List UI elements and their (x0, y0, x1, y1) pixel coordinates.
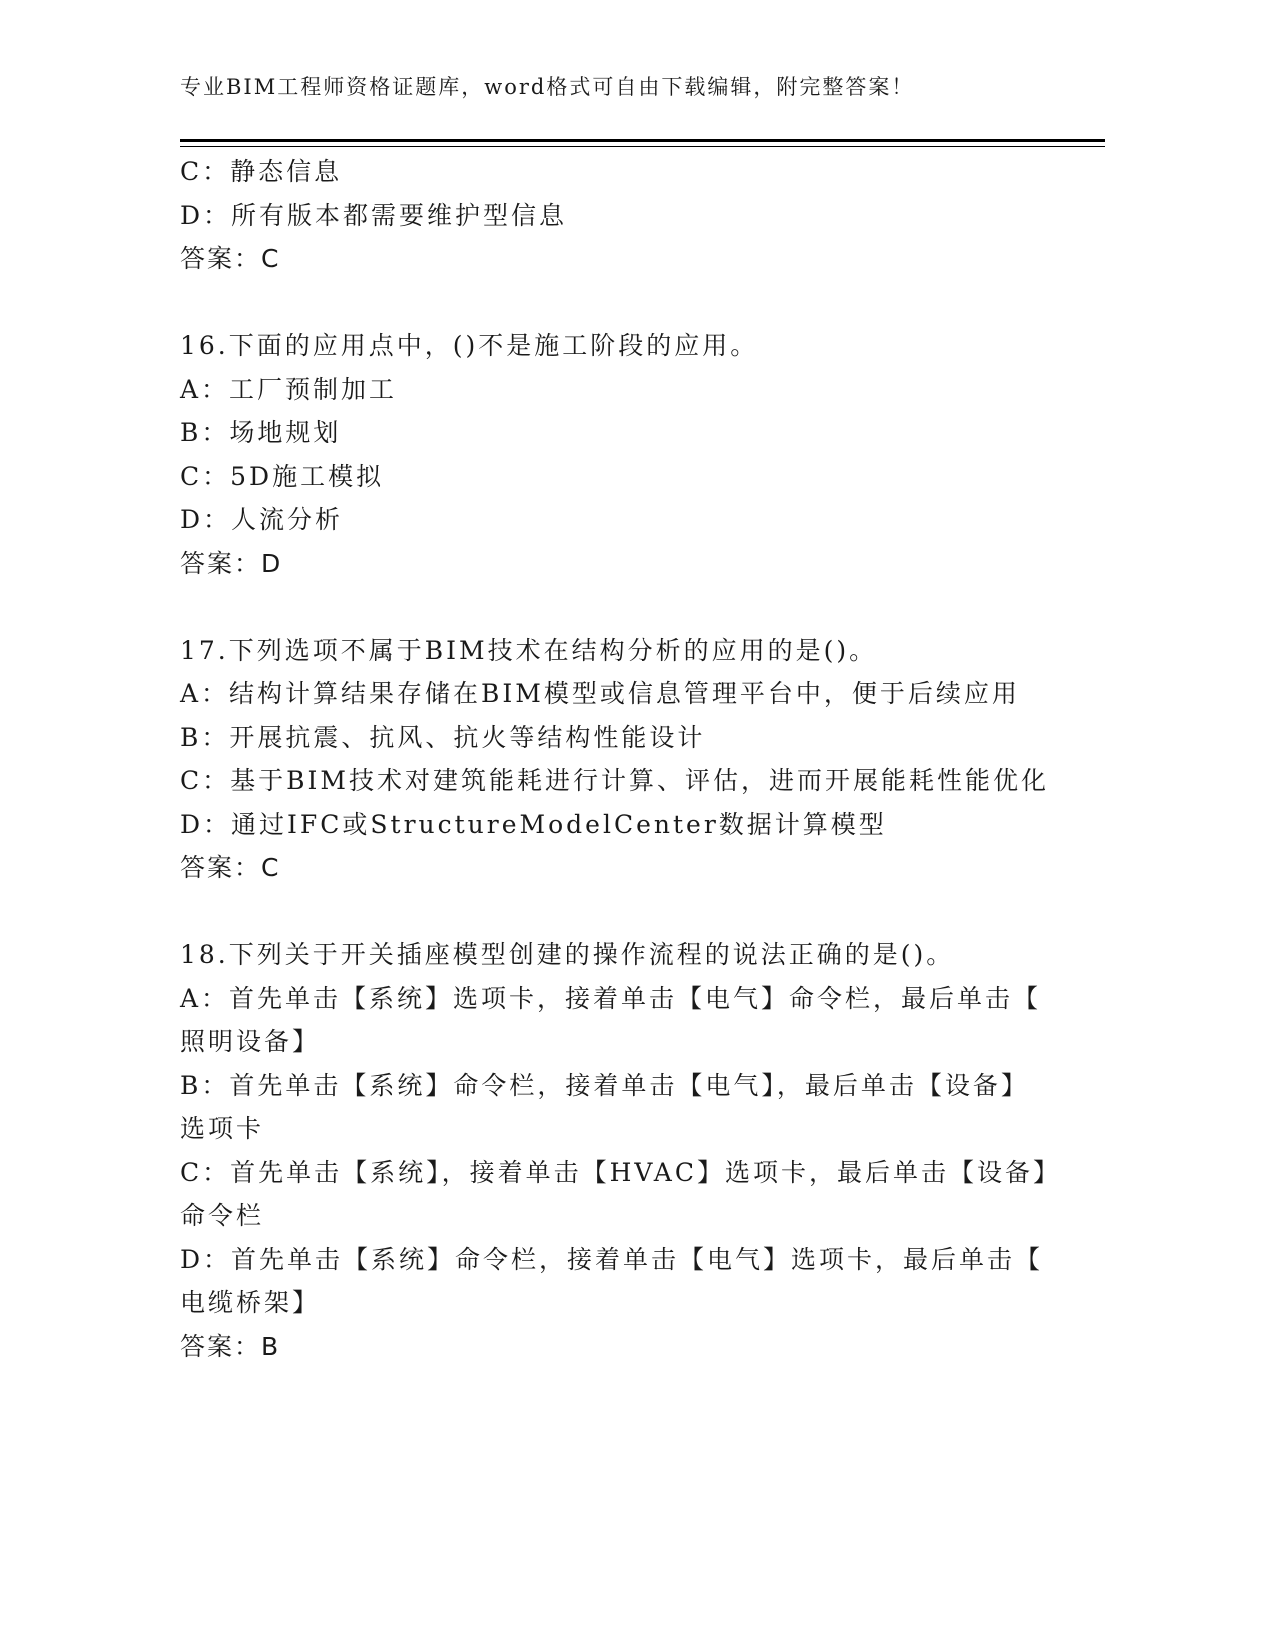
header-rule-thin (180, 146, 1105, 147)
page-header: 专业BIM工程师资格证题库，word格式可自由下载编辑，附完整答案！ (180, 75, 915, 99)
question-16-answer: 答案：D (180, 548, 283, 578)
question-18-option-d: D：首先单击【系统】命令栏，接着单击【电气】选项卡，最后单击【 (180, 1244, 1044, 1274)
question-16-option-a: A：工厂预制加工 (180, 374, 398, 404)
question-16-stem: 16.下面的应用点中，()不是施工阶段的应用。 (180, 331, 759, 360)
question-18-answer: 答案：B (180, 1331, 281, 1361)
question-18-stem: 18.下列关于开关插座模型创建的操作流程的说法正确的是()。 (180, 940, 955, 969)
question-18-option-c: C：首先单击【系统】，接着单击【HVAC】选项卡，最后单击【设备】 (180, 1157, 1061, 1187)
question-17-option-d: D：通过IFC或StructureModelCenter数据计算模型 (180, 809, 887, 839)
question-17-option-b: B：开展抗震、抗风、抗火等结构性能设计 (180, 722, 706, 752)
question-16-option-b: B：场地规划 (180, 418, 342, 447)
question-18-option-a-cont: 照明设备】 (180, 1027, 321, 1056)
option-d: D：所有版本都需要维护型信息 (180, 200, 568, 230)
spacer (180, 585, 1105, 629)
answer: 答案：C (180, 244, 281, 273)
question-18-option-a: A：首先单击【系统】选项卡，接着单击【电气】命令栏，最后单击【 (180, 983, 1042, 1013)
spacer (180, 281, 1105, 325)
spacer (180, 890, 1105, 934)
question-18-option-b-cont: 选项卡 (180, 1114, 265, 1143)
question-content (180, 150, 1105, 1368)
question-17-answer: 答案：C (180, 853, 281, 882)
question-17-option-c: C：基于BIM技术对建筑能耗进行计算、评估，进而开展能耗性能优化 (180, 766, 1049, 795)
option-c: C：静态信息 (180, 157, 343, 186)
question-18-option-c-cont: 命令栏 (180, 1201, 265, 1230)
question-16-option-d: D：人流分析 (180, 505, 344, 534)
question-17-option-a: A：结构计算结果存储在BIM模型或信息管理平台中，便于后续应用 (180, 679, 1020, 708)
question-16-option-c: C：5D施工模拟 (180, 461, 385, 491)
question-18-option-d-cont: 电缆桥架】 (180, 1288, 321, 1317)
header-rule (180, 139, 1105, 142)
question-18-option-b: B：首先单击【系统】命令栏，接着单击【电气】，最后单击【设备】 (180, 1070, 1029, 1100)
question-17-stem: 17.下列选项不属于BIM技术在结构分析的应用的是()。 (180, 635, 878, 665)
